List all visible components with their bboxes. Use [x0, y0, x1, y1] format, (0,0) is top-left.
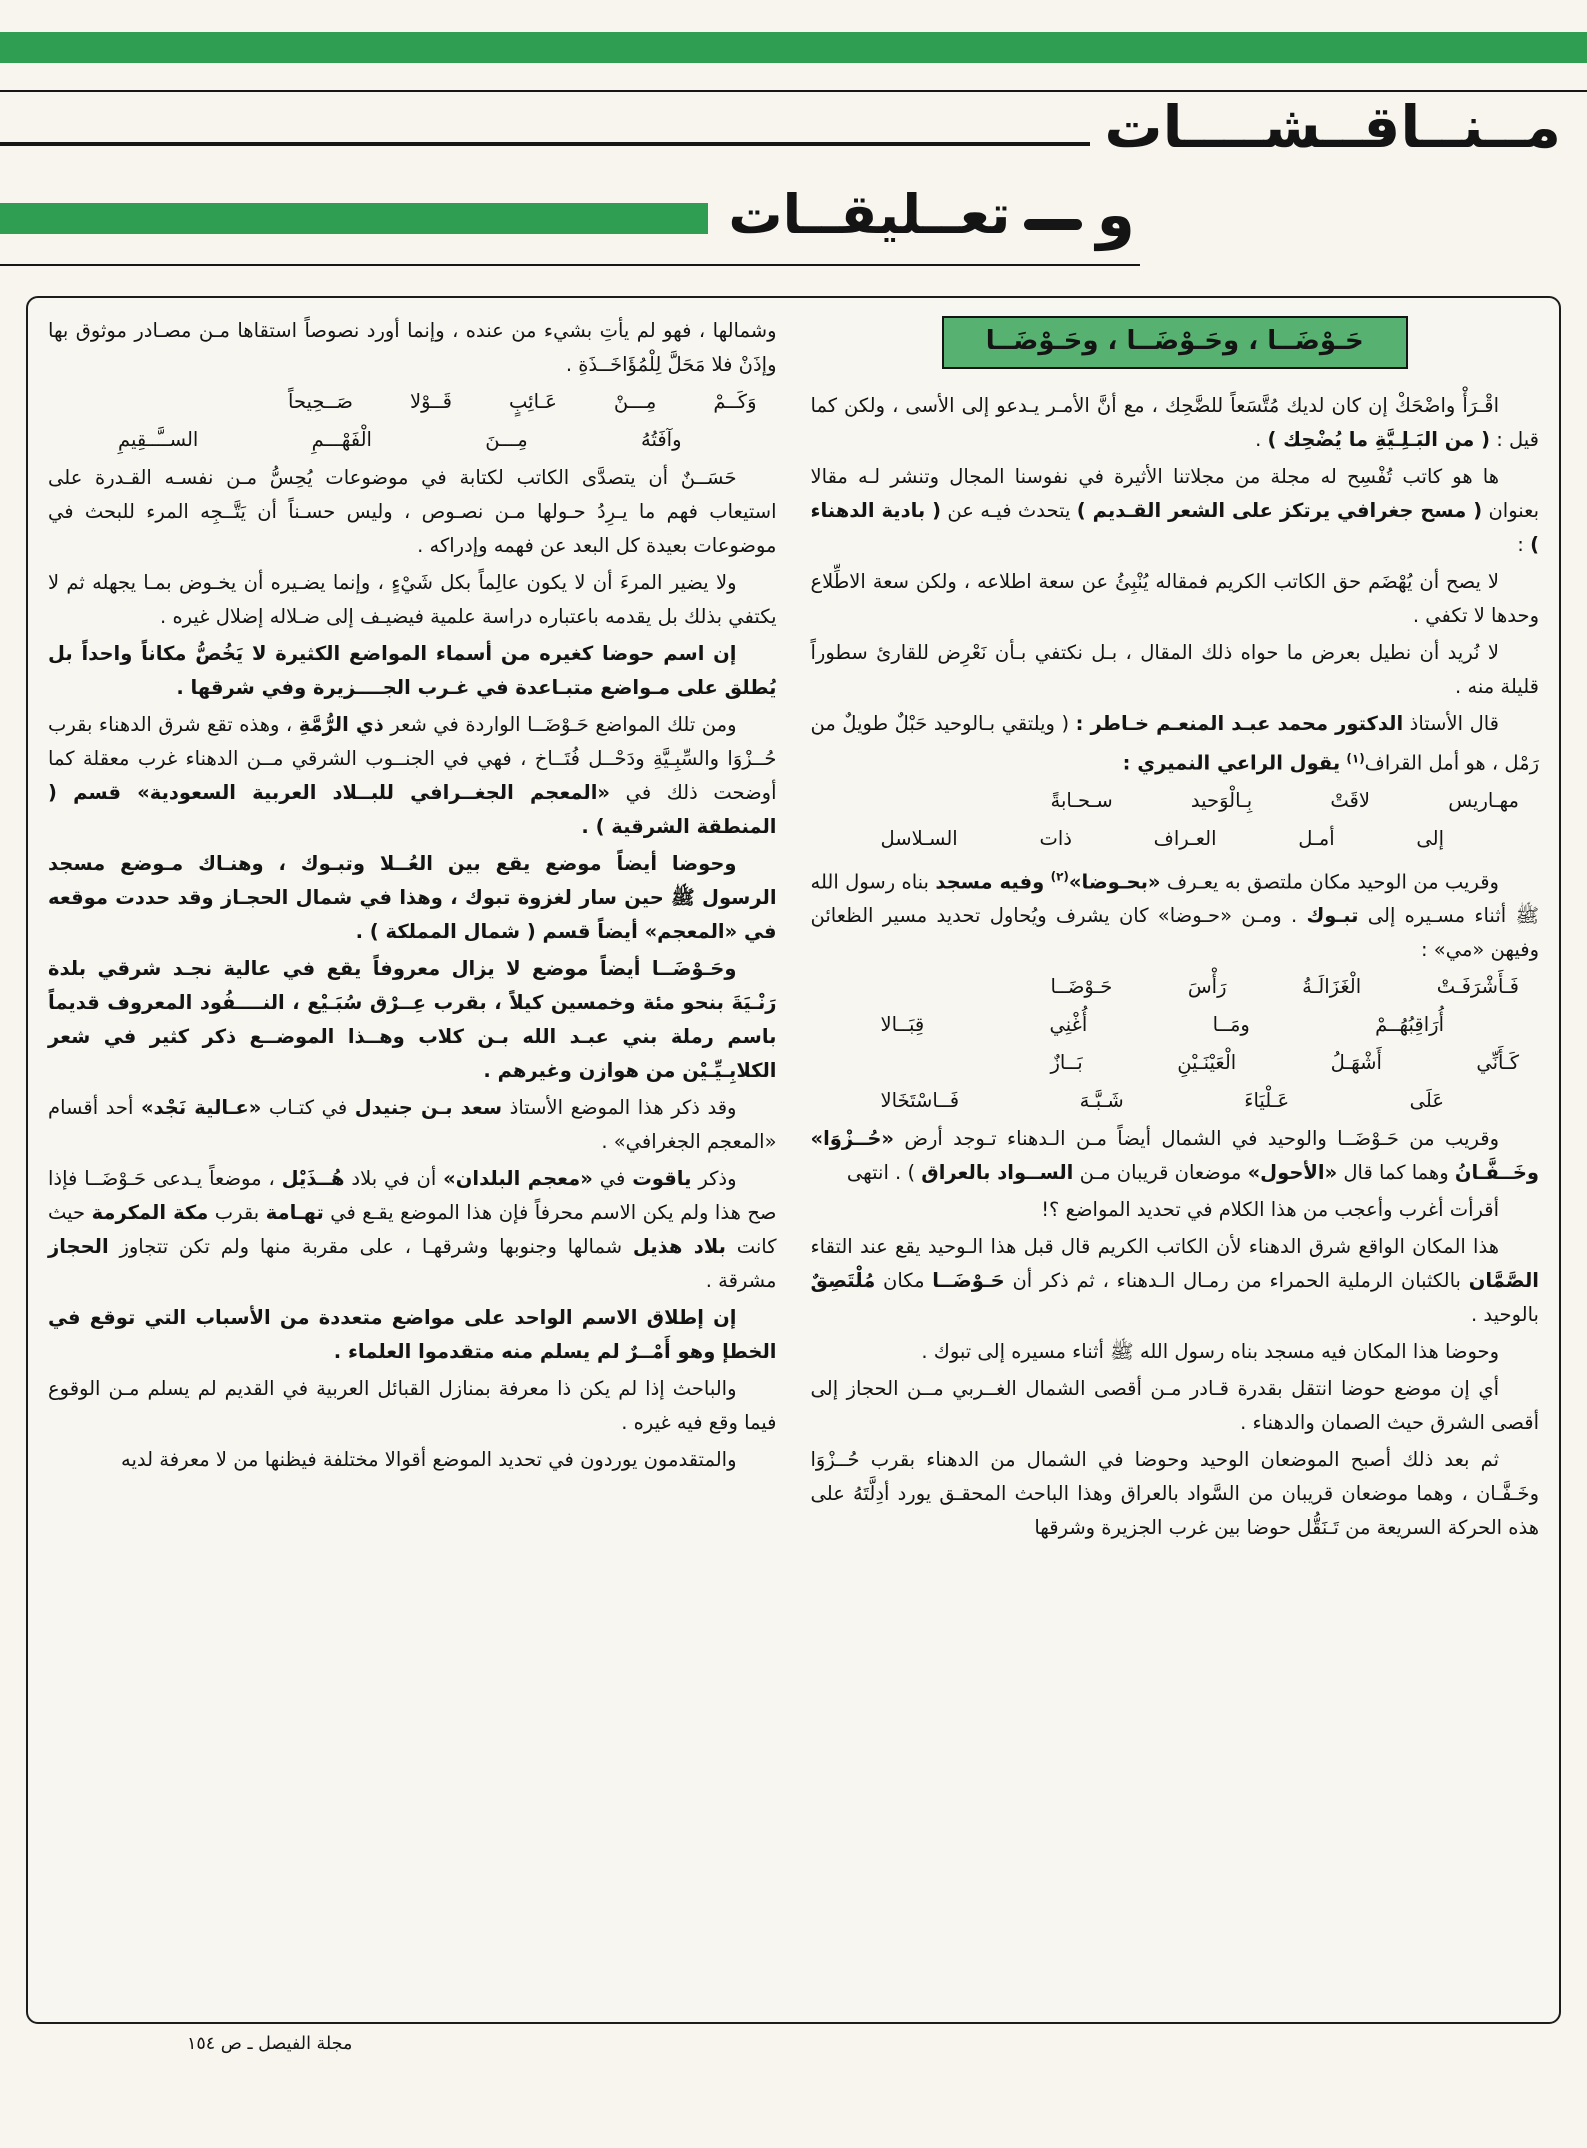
title-baseline-rule — [0, 142, 1090, 146]
text-segment: «عـالية نَجْد» — [140, 1096, 262, 1119]
text-segment: وآفَتُهُ مِـــنَ الْفَهْـــمِ الســَّــقِيمِ — [118, 428, 682, 451]
text-segment: مهـاريس لاقَتْ بِـالْوَحيد سـحـابةً — [1050, 788, 1519, 812]
text-segment: أي إن موضع حوضا انتقل بقدرة قـادر مـن أقصى الشمال الغــربي مــن الحجاز إلى أقصى الشرق حيث الصمان والدهناء . — [810, 1377, 1539, 1434]
text-segment: «بحـوضا» — [1068, 870, 1161, 893]
text-segment: حَـوْضَــا — [932, 1269, 1005, 1292]
paragraph — [48, 952, 777, 1088]
text-segment: أُرَاقِبُهُــمْ ومَــا أُغْنِي قِبَــالا — [880, 1013, 1444, 1036]
poetry-line — [48, 423, 777, 457]
dash-stroke-icon — [1024, 219, 1082, 230]
text-segment: والمتقدمون يوردون في تحديد الموضع أقوالا مختلفة فيظنها من لا معرفة لديه — [121, 1448, 737, 1471]
text-segment: إن اسم حوضا كغيره من أسماء المواضع الكثيرة لا يَخُصُّ مكاناً واحداً بل يُطلق على مـواضع متبـاعدة في غـرب الجــــزيرة وفي شرقها . — [48, 642, 777, 699]
text-segment: ثم بعد ذلك أصبح الموضعان الوحيد وحوضا في الشمال من الدهناء بقرب حُــزْوَا وخَـفَّـان ، وهما موضعان قريبان من السَّواد بالعراق وهذا الباحث المحقـق يورد أدِلَّتَهُ على هذه الحركة السريعة من تَـنَقُّل حوضا بين غرب الجزيرة وشرقها — [810, 1448, 1539, 1539]
text-segment: ذي الرُّمَّةِ — [298, 713, 384, 736]
text-segment: أقرأت أغرب وأعجب من هذا الكلام في تحديد المواضع ؟! — [1041, 1198, 1499, 1221]
paragraph — [48, 637, 777, 705]
text-segment: وفيه مسجد — [935, 870, 1045, 893]
waw-letter: و — [1096, 178, 1135, 251]
text-segment: . ومـن «حـوضا» كان يشرف ويُحاول تحديد مسير الظعائن وفيهن «مي» : — [810, 904, 1539, 961]
text-segment: إلى أمـل العـراف ذات السـلاسل — [880, 826, 1444, 850]
paragraph — [48, 1091, 777, 1159]
poetry-line — [811, 1084, 1540, 1118]
text-segment: ياقوت — [632, 1167, 692, 1190]
page-number: مجلة الفيصل ـ ص ١٥٤ — [187, 2034, 353, 2054]
text-segment: مُلْتَصِقٌ — [810, 1269, 876, 1292]
poetry-line — [811, 784, 1540, 818]
paragraph — [48, 461, 777, 563]
paragraph — [811, 1193, 1540, 1227]
text-segment: ( ويلتقي بـالوحيد حَبْلٌ طويلٌ من رَمْل ، هو أمل القراف — [810, 712, 1539, 775]
text-segment: ، وهذه تقع شرق الدهناء بقرب حُــزْوَا والسِّبِـيَّةِ ودَحْــل فُتَــاخ ، فهي في الجنــوب الشرقي مــن الدهناء غرب معقلة كما أوضحت ذلك في — [48, 713, 777, 804]
text-segment: «المعجم الجغــرافي للبــلاد العربية السعودية» قسم ( المنطقة الشرقية ) . — [48, 781, 777, 838]
text-segment: أن في بلاد — [344, 1167, 444, 1190]
text-segment: : — [1517, 533, 1531, 556]
text-segment: وَكَــمْ مِـــنْ عَـائِبٍ قَــوْلا صَــحِيحاً — [288, 390, 757, 413]
text-segment: قال الأستاذ — [1403, 712, 1500, 735]
text-segment: في كتـاب — [261, 1096, 355, 1119]
text-segment: موضعان قريبان مـن — [1073, 1161, 1248, 1184]
text-segment: وذكر — [691, 1167, 737, 1190]
discussions-title-row — [0, 93, 1561, 161]
text-segment: سعد بـن جنيدل — [354, 1096, 503, 1119]
text-segment: (٢) — [1050, 869, 1069, 884]
text-segment: تهـامة — [265, 1201, 324, 1224]
text-segment: بالوحيد . — [1471, 1303, 1539, 1326]
green-band-second — [0, 203, 708, 234]
two-column-layout — [48, 314, 1539, 1548]
paragraph — [48, 1443, 777, 1477]
text-segment: «معجم البلدان» — [443, 1167, 593, 1190]
text-segment: يقول الراعي النميري : — [1122, 751, 1341, 775]
text-segment: ولا يضير المرءَ أن لا يكون عالِماً بكل شَيْءٍ ، وإنما يضـيره أن يخـوض بمـا يجهله ثم لا يكتفي بذلك بل يقدمه باعتباره دراسة علمية فيضيـف إلى ضـلاله إضلال غيره . — [48, 571, 777, 628]
headline-box — [942, 316, 1408, 369]
text-segment: ها هو كاتب تُفْسِح له مجلة من مجلاتنا الأثيرة في نفوسنا المجال وتنشر لـه مقالا بعنوان — [810, 465, 1540, 522]
paragraph — [48, 566, 777, 634]
text-segment: لا نُريد أن نطيل بعرض ما حواه ذلك المقال ، بـل نكتفي بـأن نَعْرِض للقارئ سطوراً قليلة منه . — [810, 641, 1539, 698]
text-segment: وشمالها ، فهو لم يأتِ بشيء من عنده ، وإنما أورد نصوصاً استقاها مـن مصـادر موثوق بها وإذَنْ فلا مَحَلَّ لِلْمُؤَاخَــذَةِ . — [48, 319, 777, 376]
text-segment: اقْـرَأْ واضْحَكْ إن كان لديك مُتَّسَعاً للضَّحِك ، مع أنَّ الأمـر يـدعو إلى الأسى ، ولكن كما قيل : — [810, 394, 1539, 451]
text-segment: هذا المكان الواقع شرق الدهناء لأن الكاتب الكريم قال قبل هذا الـوحيد يقع عند التقاء — [810, 1235, 1499, 1258]
paragraph — [811, 460, 1540, 562]
text-segment: مكان — [875, 1269, 933, 1292]
text-segment: عَلَى عَـلْيَاءَ شَـبَّـهَ فَــاسْتَخَالا — [880, 1089, 1444, 1112]
text-segment: وهما كما قال — [1337, 1161, 1455, 1184]
text-segment: شمالها وجنوبها وشرقهـا ، على مقربة منها ولم تكن تتجاوز — [108, 1235, 633, 1258]
paragraph — [811, 1122, 1540, 1190]
text-segment: ومن تلك المواضع حَـوْضَــا الواردة في شعر — [383, 713, 737, 736]
text-segment: مشرقة . — [705, 1269, 777, 1292]
text-segment: لا يصح أن يُهْضَم حق الكاتب الكريم فمقاله يُنْبِئُ عن سعة اطلاعه ، ولكن سعة الاطِّلاع وحدها لا تكفي . — [810, 570, 1539, 627]
poetry-line — [811, 822, 1540, 856]
text-segment: تبـوك — [1306, 904, 1359, 927]
masthead — [0, 0, 1587, 296]
page-footer — [0, 2024, 1587, 2066]
text-segment: كَـأَنِّي أَشْهَـلُ الْعَيْنَـيْنِ بَــازٌ — [1050, 1051, 1519, 1074]
article-box — [26, 296, 1561, 2024]
text-segment: ( مسح جغرافي يرتكز على الشعر القـديم ) — [1076, 499, 1483, 522]
left-paragraphs — [48, 314, 777, 1477]
paragraph — [811, 1230, 1540, 1332]
text-segment: وحوضا هذا المكان فيه مسجد بناه رسول الله ﷺ أثناء مسيره إلى تبوك . — [921, 1340, 1499, 1363]
discussions-title: مــنــاقــشــــات — [1104, 93, 1561, 161]
poetry-line — [48, 385, 777, 419]
text-segment: حيث كانت — [48, 1201, 777, 1258]
paragraph — [811, 389, 1540, 457]
paragraph — [811, 1443, 1540, 1545]
article-headline: حَـوْضَــا ، وحَـوْضَــا ، وحَـوْضَــا — [985, 326, 1364, 356]
text-segment: الصَّمَّان — [1468, 1269, 1539, 1292]
text-segment: ( من البَـلِـيَّةِ ما يُضْحِك ) — [1267, 428, 1491, 451]
text-segment: بالكثبان الرملية الحمراء من رمـال الـدهناء ، ثم ذكر أن — [1004, 1269, 1469, 1292]
text-segment: «الأحول» — [1247, 1161, 1338, 1184]
text-segment: وقريب من الوحيد مكان ملتصق به يعـرف — [1160, 870, 1499, 893]
text-segment: ) . انتهى — [846, 1161, 922, 1184]
text-segment: إن إطلاق الاسم الواحد على مواضع متعددة من الأسباب التي توقع في الخطإ وهو أَمْــرٌ لم يسلم منه متقدموا العلماء . — [48, 1306, 777, 1363]
text-segment: . — [1255, 428, 1268, 451]
text-segment: بلاد هذيل — [632, 1235, 726, 1258]
poetry-line — [811, 1008, 1540, 1042]
column-left — [48, 314, 777, 1548]
paragraph — [48, 1301, 777, 1369]
text-segment: حَسَــنٌ أن يتصدَّى الكاتب لكتابة في موضوعات يُحِسُّ مـن نفسـه القـدرة على استيعاب فهم ما يـرِدُ حـولها مـن نصـوص ، وليس حسـناً أن يَتَّــجِه المرء للبحث في موضوعات بعيدة كل البعد عن فهمه وإدراكه . — [48, 466, 777, 557]
text-segment: فَـأَشْرَفَـتْ الْغَزَالَـةُ رَأْسَ حَـوْضَــا — [1050, 975, 1519, 998]
text-segment: يتحدث فيـه عن — [941, 499, 1077, 522]
text-segment: وقريب من حَـوْضَــا والوحيد في الشمال أيضاً مـن الـدهناء تـوجد أرض — [894, 1127, 1499, 1150]
paragraph — [811, 860, 1540, 968]
text-segment: بناه رسول الله ﷺ أثناء مسـيره إلى — [810, 870, 1539, 927]
paragraph — [48, 1372, 777, 1440]
paragraph — [811, 636, 1540, 704]
text-segment: والباحث إذا لم يكن ذا معرفة بمنازل القبائل العربية في القديم لم يسلم مـن الوقوع فيما وقع فيه غيره . — [48, 1377, 777, 1434]
paragraph — [48, 708, 777, 844]
paragraph — [48, 847, 777, 949]
paragraph — [811, 1335, 1540, 1369]
column-right — [811, 314, 1540, 1548]
text-segment: في — [592, 1167, 633, 1190]
text-segment: مكة المكرمة — [91, 1201, 209, 1224]
text-segment: بقرب — [208, 1201, 266, 1224]
comments-title: تعــليقــات — [728, 183, 1011, 246]
paragraph — [48, 1162, 777, 1298]
text-segment: وحَـوْضَــا أيضاً موضع لا يزال معروفاً يقع في عالية نجـد شرقي بلدة رَنْـيَةَ بنحو مئة وخمسين كيلاً ، بقرب عِــرْق سُبَـيْع ، النــــفُود المعروف قديماً باسم رملة بني عبـد الله بـن كلاب وهــذا الموضــع ذكر كثير في شعر الكلابِـيِّـيْن من هوازن وغيرهم . — [48, 957, 777, 1082]
text-segment: أحد أقسام «المعجم الجغرافي» . — [48, 1096, 777, 1153]
right-paragraphs — [811, 389, 1540, 1545]
paragraph — [811, 565, 1540, 633]
text-segment: ، موضعاً يـدعى حَـوْضَــا فإذا صح هذا ولم يكن الاسم محرفاً فإن هذا الموضع يقـع في — [48, 1167, 777, 1224]
poetry-line — [811, 970, 1540, 1004]
top-rule — [0, 90, 1587, 92]
text-segment: وحوضا أيضاً موضع يقع بين العُــلا وتبـوك ، وهنـاك مـوضع مسجد الرسول ﷺ حين سار لغزوة تبوك ، وهذا في شمال الحجـاز وقد حددت موقعه في «المعجم» أيضاً قسم ( شمال المملكة ) . — [48, 852, 777, 943]
text-segment: هُــذَيْل — [281, 1167, 345, 1190]
paragraph — [811, 1372, 1540, 1440]
comments-title-row — [0, 178, 1135, 251]
text-segment: (١) — [1346, 751, 1365, 765]
text-segment: الســواد بالعراق — [921, 1161, 1074, 1184]
text-segment: الحجاز — [48, 1235, 109, 1258]
poetry-line — [811, 1046, 1540, 1080]
text-segment: ( بادية الدهناء ) — [810, 499, 1539, 556]
paragraph — [48, 314, 777, 382]
text-segment: «حُــزْوَا» وخَــفَّـانُ — [810, 1127, 1539, 1184]
text-segment: وقد ذكر هذا الموضع الأستاذ — [502, 1096, 737, 1119]
text-segment: الدكتور محمد عبـد المنعـم خـاطر : — [1075, 712, 1404, 735]
second-rule — [0, 264, 1140, 266]
paragraph — [811, 707, 1540, 781]
green-band-top — [0, 32, 1587, 63]
